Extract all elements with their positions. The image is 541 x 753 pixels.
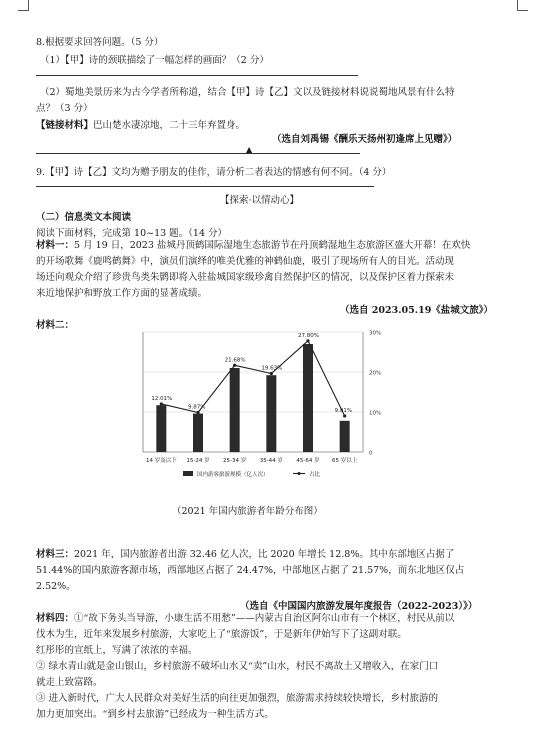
chart-line-point bbox=[343, 414, 346, 417]
material1 bbox=[36, 238, 470, 302]
corner-mark-top-right bbox=[517, 0, 528, 11]
q8-triangle-mark: ▲ bbox=[246, 145, 253, 154]
chart-bar bbox=[340, 421, 350, 452]
chart-data-label: 9.01% bbox=[334, 407, 353, 414]
material1-source: （选自 2023.05.19《盐城文旅》） bbox=[340, 305, 494, 316]
material1-line: 的开场歌舞《鹿鸣鹤舞》中，演员们演绎的唯美优雅的神鹤仙鹿，吸引了现场所有人的目光。活动现 bbox=[36, 256, 455, 267]
chart-data-label: 12.01% bbox=[151, 395, 173, 402]
chart-line-point bbox=[270, 372, 273, 375]
material4-line: 就走上致富路。 bbox=[36, 677, 103, 688]
material4-label: 材料四： bbox=[36, 613, 75, 624]
x-axis-tick-label: 25-34 岁 bbox=[223, 458, 247, 464]
q8-link-source: （选自刘禹锡《酬乐天扬州初逢席上见赠》） bbox=[272, 134, 458, 145]
material1-line: 场还向观众介绍了珍贵鸟类朱鹮即将入驻盐城国家级珍禽自然保护区的情况，以及保护区着力探索未 bbox=[36, 272, 455, 283]
age-distribution-chart bbox=[125, 322, 405, 482]
chart-data-label: 9.87% bbox=[188, 404, 206, 411]
chart-gridlines bbox=[143, 332, 363, 452]
q8-link-material bbox=[36, 117, 245, 131]
section2-heading: （二）信息类文本阅读 bbox=[36, 212, 132, 223]
material1-line: 来近地保护和野放工作方面的显著成绩。 bbox=[36, 288, 208, 299]
q8-link-label: 【链接材料】 bbox=[36, 120, 94, 131]
material4-line: ③ 进入新时代，广大人民群众对美好生活的向往更加强烈，旅游需求持续较快增长，乡村旅游的 bbox=[36, 693, 439, 704]
section-tag: 【探索·以情动心】 bbox=[220, 195, 300, 206]
legend-line-label: 占比 bbox=[309, 472, 321, 478]
chart-line-point bbox=[196, 411, 199, 414]
legend-bar-label: 国内游客旅游规模（亿人次） bbox=[197, 472, 269, 478]
material3-line: 51.44%的国内旅游客源市场，西部地区占据了 24.47%，中部地区占据了 21.57%，而东北地区仅占 bbox=[36, 565, 465, 576]
q8-sub2-line1: （2）蜀地美景历来为古今学者所称道，结合【甲】诗【乙】文以及链接材料说说蜀地风景有什么特 bbox=[40, 87, 455, 98]
right-axis-tick-label: 10% bbox=[369, 410, 382, 417]
material2-label: 材料二： bbox=[36, 320, 75, 331]
legend-line-marker bbox=[298, 472, 301, 475]
material3 bbox=[36, 547, 464, 595]
corner-mark-top-left bbox=[18, 0, 29, 11]
right-axis-tick-label: 20% bbox=[369, 370, 382, 377]
material4 bbox=[36, 611, 454, 723]
legend-bar-swatch bbox=[183, 471, 193, 476]
x-axis-tick-label: 45-64 岁 bbox=[296, 458, 320, 464]
x-axis-tick-label: 65 岁以上 bbox=[332, 458, 358, 464]
material3-source: （选自《中国国内旅游发展年度报告（2022-2023）》） bbox=[240, 601, 478, 612]
chart-bars bbox=[156, 344, 349, 452]
material2-caption: （2021 年国内旅游者年龄分布图） bbox=[172, 506, 323, 517]
chart-line-point bbox=[233, 364, 236, 367]
q8-link-text: 巴山楚水凄凉地，二十三年弃置身。 bbox=[93, 120, 246, 131]
chart-bar bbox=[303, 344, 313, 452]
right-axis-tick-label: 30% bbox=[369, 330, 382, 337]
q8-title: 8.根据要求回答问题。（5 分） bbox=[36, 37, 164, 48]
chart-line-point bbox=[306, 339, 309, 342]
chart-bar bbox=[266, 375, 276, 452]
x-axis-tick-label: 15-24 岁 bbox=[186, 458, 210, 464]
material4-line: ② 绿水青山就是金山银山，乡村旅游不破坏山水又“卖”山水，村民不离故土又增收入，在家门口 bbox=[36, 661, 439, 672]
material3-label: 材料三： bbox=[36, 549, 75, 560]
material3-line: 2021 年，国内旅游者出游 32.46 亿人次，比 2020 年增长 12.8%。其中东部地区占据了 bbox=[74, 549, 455, 560]
chart-line-point bbox=[160, 402, 163, 405]
q8-sub1: （1）【甲】诗的颈联描绘了一幅怎样的画面？（2 分） bbox=[40, 55, 269, 66]
chart-data-label: 27.80% bbox=[298, 332, 319, 339]
chart-bar bbox=[156, 405, 166, 452]
chart-bar bbox=[193, 414, 203, 452]
q8-answer-line-2 bbox=[36, 153, 360, 154]
material1-line: 5 月 19 日，2023 盐城丹顶鹤国际湿地生态旅游节在丹顶鹤湿地生态旅游区盛大开幕！在欢快 bbox=[74, 240, 471, 251]
section2-instruction: 阅读下面材料，完成第 10~13 题。（14 分） bbox=[36, 228, 228, 239]
material4-line: ①“故下务头当导游，小康生活不用愁”——内蒙古自治区阿尔山市有一个林区，村民从前以 bbox=[74, 613, 455, 624]
x-axis-tick-label: 14 岁及以下 bbox=[145, 458, 177, 464]
q9-text: 9.【甲】诗【乙】文均为赠予朋友的佳作，请分析二者表达的情感有何不同。（4 分） bbox=[36, 167, 392, 178]
material4-line: 加力更加突出。“到乡村去旅游”已经成为一种生活方式。 bbox=[36, 709, 274, 720]
material4-line: 红彤彤的宣纸上，写满了浓浓的幸福。 bbox=[36, 645, 198, 656]
q8-answer-line-1 bbox=[36, 75, 358, 76]
material4-line: 伐木为生，近年来发展乡村旅游，大家吃上了“旅游饭”，于是新年伊始写下了这副对联。 bbox=[36, 629, 407, 640]
x-axis-tick-label: 35-44 岁 bbox=[259, 458, 283, 464]
chart-bar bbox=[230, 368, 240, 452]
material1-label: 材料一： bbox=[36, 240, 75, 251]
chart-data-label: 21.68% bbox=[224, 357, 246, 364]
q9-answer-line bbox=[36, 186, 374, 187]
chart-data-label: 19.63% bbox=[261, 365, 283, 372]
q8-sub2-line2: 点？（3 分） bbox=[36, 103, 93, 114]
chart-legend bbox=[183, 470, 321, 478]
material3-line: 2.52%。 bbox=[36, 581, 76, 592]
right-axis-tick-label: 0 bbox=[369, 450, 373, 457]
